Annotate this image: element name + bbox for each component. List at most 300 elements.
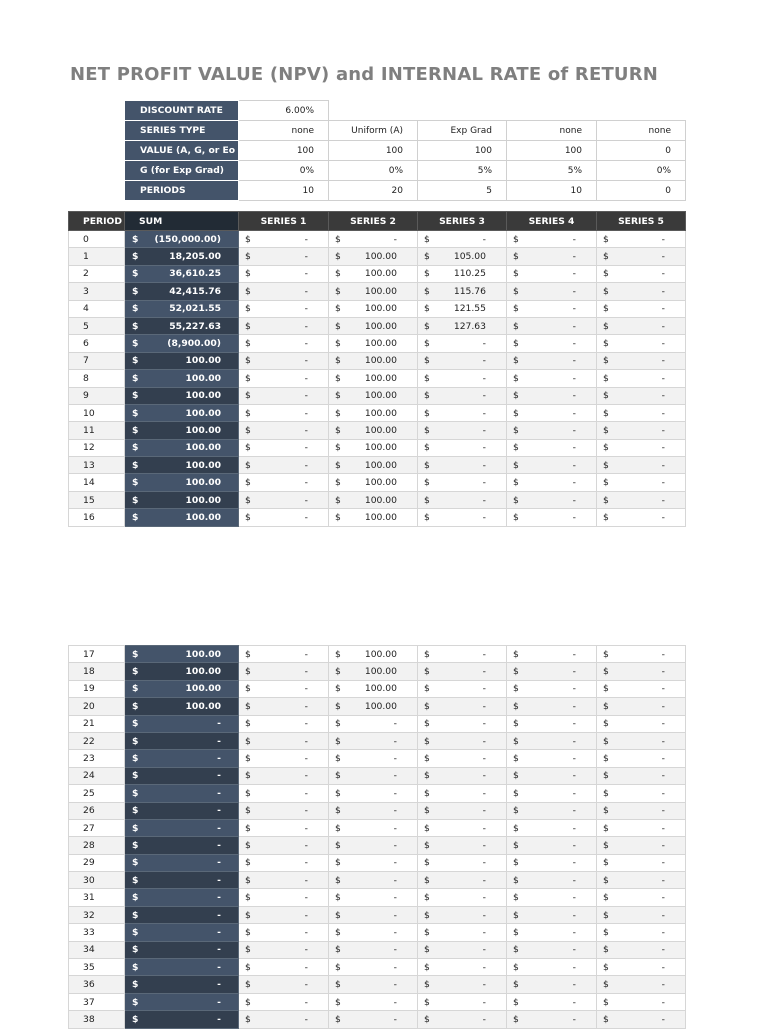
series-1-cell[interactable] [239, 819, 329, 836]
series-5-cell[interactable] [597, 1011, 686, 1028]
period-cell[interactable]: 1 [69, 248, 125, 265]
sum-cell[interactable] [125, 231, 239, 248]
parameter-value-cell[interactable]: 100 [329, 141, 418, 161]
series-1-cell[interactable] [239, 976, 329, 993]
series-5-cell[interactable] [597, 924, 686, 941]
series-5-cell[interactable] [597, 750, 686, 767]
series-5-cell[interactable] [597, 767, 686, 784]
series-3-cell[interactable] [418, 767, 507, 784]
series-3-cell[interactable] [418, 231, 507, 248]
sum-cell[interactable] [125, 993, 239, 1010]
series-4-cell[interactable] [507, 422, 597, 439]
parameter-value-cell[interactable]: Exp Grad [418, 121, 507, 141]
series-3-cell[interactable] [418, 993, 507, 1010]
series-5-cell[interactable] [597, 509, 686, 526]
series-1-cell[interactable] [239, 352, 329, 369]
series-3-cell[interactable] [418, 802, 507, 819]
sum-cell[interactable] [125, 698, 239, 715]
series-3-cell[interactable] [418, 750, 507, 767]
series-5-cell[interactable] [597, 872, 686, 889]
series-1-cell[interactable] [239, 509, 329, 526]
period-cell[interactable]: 6 [69, 335, 125, 352]
series-2-cell[interactable] [329, 854, 418, 871]
series-1-cell[interactable] [239, 317, 329, 334]
parameter-value-cell[interactable]: 5% [418, 161, 507, 181]
period-cell[interactable]: 36 [69, 976, 125, 993]
series-5-cell[interactable] [597, 646, 686, 663]
parameter-value-cell[interactable]: 20 [329, 181, 418, 201]
sum-cell[interactable] [125, 924, 239, 941]
series-1-cell[interactable] [239, 732, 329, 749]
period-cell[interactable]: 25 [69, 785, 125, 802]
parameter-value-cell[interactable]: 0% [239, 161, 329, 181]
period-cell[interactable]: 7 [69, 352, 125, 369]
series-1-cell[interactable] [239, 491, 329, 508]
period-cell[interactable]: 38 [69, 1011, 125, 1028]
parameter-value-cell[interactable]: 100 [507, 141, 597, 161]
series-5-cell[interactable] [597, 837, 686, 854]
parameter-value-cell[interactable]: 0% [597, 161, 686, 181]
series-2-cell[interactable] [329, 248, 418, 265]
parameter-value-cell[interactable]: Uniform (A) [329, 121, 418, 141]
series-5-cell[interactable] [597, 439, 686, 456]
series-2-cell[interactable] [329, 785, 418, 802]
series-2-cell[interactable] [329, 663, 418, 680]
series-1-cell[interactable] [239, 248, 329, 265]
series-2-cell[interactable] [329, 767, 418, 784]
series-3-cell[interactable] [418, 265, 507, 282]
series-3-cell[interactable] [418, 663, 507, 680]
series-3-cell[interactable] [418, 370, 507, 387]
series-5-cell[interactable] [597, 317, 686, 334]
series-2-cell[interactable] [329, 283, 418, 300]
series-2-cell[interactable] [329, 352, 418, 369]
sum-cell[interactable] [125, 732, 239, 749]
period-cell[interactable]: 24 [69, 767, 125, 784]
series-4-cell[interactable] [507, 837, 597, 854]
series-5-cell[interactable] [597, 457, 686, 474]
series-4-cell[interactable] [507, 872, 597, 889]
series-1-cell[interactable] [239, 404, 329, 421]
series-1-cell[interactable] [239, 767, 329, 784]
series-5-cell[interactable] [597, 889, 686, 906]
period-cell[interactable]: 27 [69, 819, 125, 836]
series-3-cell[interactable] [418, 646, 507, 663]
parameter-value-cell[interactable]: 5% [507, 161, 597, 181]
period-cell[interactable]: 0 [69, 231, 125, 248]
series-3-cell[interactable] [418, 941, 507, 958]
sum-cell[interactable] [125, 422, 239, 439]
series-4-cell[interactable] [507, 387, 597, 404]
series-5-cell[interactable] [597, 819, 686, 836]
series-4-cell[interactable] [507, 802, 597, 819]
series-1-cell[interactable] [239, 959, 329, 976]
sum-cell[interactable] [125, 819, 239, 836]
series-1-cell[interactable] [239, 457, 329, 474]
series-1-cell[interactable] [239, 439, 329, 456]
period-cell[interactable]: 30 [69, 872, 125, 889]
series-4-cell[interactable] [507, 941, 597, 958]
series-3-cell[interactable] [418, 680, 507, 697]
series-1-cell[interactable] [239, 387, 329, 404]
period-cell[interactable]: 23 [69, 750, 125, 767]
sum-cell[interactable] [125, 370, 239, 387]
series-1-cell[interactable] [239, 335, 329, 352]
series-5-cell[interactable] [597, 715, 686, 732]
series-1-cell[interactable] [239, 872, 329, 889]
period-cell[interactable]: 13 [69, 457, 125, 474]
sum-cell[interactable] [125, 509, 239, 526]
series-5-cell[interactable] [597, 941, 686, 958]
parameter-value-cell[interactable]: none [507, 121, 597, 141]
sum-cell[interactable] [125, 976, 239, 993]
series-1-cell[interactable] [239, 924, 329, 941]
sum-cell[interactable] [125, 317, 239, 334]
sum-cell[interactable] [125, 283, 239, 300]
sum-cell[interactable] [125, 491, 239, 508]
series-3-cell[interactable] [418, 889, 507, 906]
series-1-cell[interactable] [239, 265, 329, 282]
series-3-cell[interactable] [418, 248, 507, 265]
period-cell[interactable]: 37 [69, 993, 125, 1010]
series-2-cell[interactable] [329, 457, 418, 474]
sum-cell[interactable] [125, 750, 239, 767]
series-4-cell[interactable] [507, 646, 597, 663]
series-3-cell[interactable] [418, 509, 507, 526]
parameter-value-cell[interactable]: 10 [507, 181, 597, 201]
series-5-cell[interactable] [597, 959, 686, 976]
series-1-cell[interactable] [239, 231, 329, 248]
series-5-cell[interactable] [597, 785, 686, 802]
series-3-cell[interactable] [418, 976, 507, 993]
column-header-series-4[interactable]: SERIES 4 [507, 212, 597, 231]
series-2-cell[interactable] [329, 976, 418, 993]
series-4-cell[interactable] [507, 750, 597, 767]
series-2-cell[interactable] [329, 370, 418, 387]
parameter-value-cell[interactable]: 100 [239, 141, 329, 161]
sum-cell[interactable] [125, 715, 239, 732]
series-4-cell[interactable] [507, 732, 597, 749]
series-2-cell[interactable] [329, 335, 418, 352]
period-cell[interactable]: 20 [69, 698, 125, 715]
sum-cell[interactable] [125, 680, 239, 697]
series-1-cell[interactable] [239, 715, 329, 732]
series-5-cell[interactable] [597, 352, 686, 369]
parameter-value-cell[interactable]: 6.00% [239, 101, 329, 121]
series-2-cell[interactable] [329, 680, 418, 697]
period-cell[interactable]: 28 [69, 837, 125, 854]
sum-cell[interactable] [125, 889, 239, 906]
series-2-cell[interactable] [329, 698, 418, 715]
series-2-cell[interactable] [329, 750, 418, 767]
series-2-cell[interactable] [329, 732, 418, 749]
period-cell[interactable]: 21 [69, 715, 125, 732]
series-5-cell[interactable] [597, 265, 686, 282]
period-cell[interactable]: 2 [69, 265, 125, 282]
series-4-cell[interactable] [507, 767, 597, 784]
sum-cell[interactable] [125, 248, 239, 265]
column-header-series-3[interactable]: SERIES 3 [418, 212, 507, 231]
series-5-cell[interactable] [597, 993, 686, 1010]
period-cell[interactable]: 16 [69, 509, 125, 526]
sum-cell[interactable] [125, 959, 239, 976]
series-2-cell[interactable] [329, 924, 418, 941]
sum-cell[interactable] [125, 474, 239, 491]
sum-cell[interactable] [125, 265, 239, 282]
series-5-cell[interactable] [597, 854, 686, 871]
period-cell[interactable]: 15 [69, 491, 125, 508]
series-4-cell[interactable] [507, 491, 597, 508]
series-4-cell[interactable] [507, 457, 597, 474]
series-3-cell[interactable] [418, 872, 507, 889]
series-2-cell[interactable] [329, 491, 418, 508]
series-4-cell[interactable] [507, 819, 597, 836]
series-2-cell[interactable] [329, 1011, 418, 1028]
series-5-cell[interactable] [597, 248, 686, 265]
column-header-series-1[interactable]: SERIES 1 [239, 212, 329, 231]
sum-cell[interactable] [125, 802, 239, 819]
series-2-cell[interactable] [329, 265, 418, 282]
series-4-cell[interactable] [507, 370, 597, 387]
period-cell[interactable]: 22 [69, 732, 125, 749]
series-2-cell[interactable] [329, 872, 418, 889]
period-cell[interactable]: 17 [69, 646, 125, 663]
series-3-cell[interactable] [418, 1011, 507, 1028]
series-3-cell[interactable] [418, 837, 507, 854]
column-header-series-2[interactable]: SERIES 2 [329, 212, 418, 231]
series-2-cell[interactable] [329, 802, 418, 819]
period-cell[interactable]: 31 [69, 889, 125, 906]
series-4-cell[interactable] [507, 352, 597, 369]
series-4-cell[interactable] [507, 317, 597, 334]
series-5-cell[interactable] [597, 698, 686, 715]
sum-cell[interactable] [125, 300, 239, 317]
series-3-cell[interactable] [418, 317, 507, 334]
series-3-cell[interactable] [418, 300, 507, 317]
series-2-cell[interactable] [329, 819, 418, 836]
period-cell[interactable]: 12 [69, 439, 125, 456]
sum-cell[interactable] [125, 646, 239, 663]
parameter-value-cell[interactable]: none [239, 121, 329, 141]
series-5-cell[interactable] [597, 231, 686, 248]
series-5-cell[interactable] [597, 802, 686, 819]
series-5-cell[interactable] [597, 680, 686, 697]
column-header-sum[interactable]: SUM [125, 212, 239, 231]
series-5-cell[interactable] [597, 422, 686, 439]
series-4-cell[interactable] [507, 959, 597, 976]
parameter-value-cell[interactable]: 5 [418, 181, 507, 201]
series-4-cell[interactable] [507, 404, 597, 421]
period-cell[interactable]: 32 [69, 906, 125, 923]
series-3-cell[interactable] [418, 819, 507, 836]
period-cell[interactable]: 18 [69, 663, 125, 680]
sum-cell[interactable] [125, 785, 239, 802]
series-4-cell[interactable] [507, 300, 597, 317]
series-1-cell[interactable] [239, 785, 329, 802]
series-4-cell[interactable] [507, 889, 597, 906]
series-2-cell[interactable] [329, 715, 418, 732]
series-1-cell[interactable] [239, 300, 329, 317]
series-5-cell[interactable] [597, 370, 686, 387]
parameter-value-cell[interactable]: 100 [418, 141, 507, 161]
series-2-cell[interactable] [329, 889, 418, 906]
series-3-cell[interactable] [418, 283, 507, 300]
period-cell[interactable]: 10 [69, 404, 125, 421]
series-3-cell[interactable] [418, 439, 507, 456]
series-4-cell[interactable] [507, 976, 597, 993]
series-1-cell[interactable] [239, 1011, 329, 1028]
sum-cell[interactable] [125, 872, 239, 889]
series-3-cell[interactable] [418, 924, 507, 941]
series-4-cell[interactable] [507, 906, 597, 923]
period-cell[interactable]: 33 [69, 924, 125, 941]
series-1-cell[interactable] [239, 646, 329, 663]
series-3-cell[interactable] [418, 474, 507, 491]
series-2-cell[interactable] [329, 300, 418, 317]
series-3-cell[interactable] [418, 715, 507, 732]
sum-cell[interactable] [125, 663, 239, 680]
period-cell[interactable]: 5 [69, 317, 125, 334]
series-2-cell[interactable] [329, 646, 418, 663]
period-cell[interactable]: 11 [69, 422, 125, 439]
series-5-cell[interactable] [597, 906, 686, 923]
series-4-cell[interactable] [507, 335, 597, 352]
period-cell[interactable]: 14 [69, 474, 125, 491]
series-5-cell[interactable] [597, 663, 686, 680]
series-1-cell[interactable] [239, 474, 329, 491]
series-2-cell[interactable] [329, 837, 418, 854]
series-2-cell[interactable] [329, 993, 418, 1010]
period-cell[interactable]: 19 [69, 680, 125, 697]
sum-cell[interactable] [125, 941, 239, 958]
series-4-cell[interactable] [507, 439, 597, 456]
period-cell[interactable]: 35 [69, 959, 125, 976]
series-2-cell[interactable] [329, 317, 418, 334]
series-4-cell[interactable] [507, 231, 597, 248]
series-2-cell[interactable] [329, 404, 418, 421]
series-2-cell[interactable] [329, 439, 418, 456]
sum-cell[interactable] [125, 352, 239, 369]
series-3-cell[interactable] [418, 785, 507, 802]
series-5-cell[interactable] [597, 404, 686, 421]
series-1-cell[interactable] [239, 993, 329, 1010]
parameter-value-cell[interactable]: none [597, 121, 686, 141]
series-4-cell[interactable] [507, 924, 597, 941]
sum-cell[interactable] [125, 837, 239, 854]
series-1-cell[interactable] [239, 680, 329, 697]
series-3-cell[interactable] [418, 404, 507, 421]
period-cell[interactable]: 4 [69, 300, 125, 317]
sum-cell[interactable] [125, 335, 239, 352]
series-1-cell[interactable] [239, 889, 329, 906]
series-3-cell[interactable] [418, 732, 507, 749]
series-2-cell[interactable] [329, 474, 418, 491]
series-3-cell[interactable] [418, 422, 507, 439]
series-2-cell[interactable] [329, 906, 418, 923]
series-4-cell[interactable] [507, 265, 597, 282]
series-5-cell[interactable] [597, 283, 686, 300]
series-4-cell[interactable] [507, 1011, 597, 1028]
series-4-cell[interactable] [507, 854, 597, 871]
series-5-cell[interactable] [597, 732, 686, 749]
sum-cell[interactable] [125, 906, 239, 923]
column-header-series-5[interactable]: SERIES 5 [597, 212, 686, 231]
sum-cell[interactable] [125, 1011, 239, 1028]
series-2-cell[interactable] [329, 959, 418, 976]
series-3-cell[interactable] [418, 457, 507, 474]
series-4-cell[interactable] [507, 698, 597, 715]
period-cell[interactable]: 34 [69, 941, 125, 958]
series-1-cell[interactable] [239, 283, 329, 300]
sum-cell[interactable] [125, 767, 239, 784]
series-4-cell[interactable] [507, 993, 597, 1010]
series-3-cell[interactable] [418, 491, 507, 508]
series-1-cell[interactable] [239, 698, 329, 715]
series-1-cell[interactable] [239, 663, 329, 680]
series-1-cell[interactable] [239, 422, 329, 439]
series-4-cell[interactable] [507, 283, 597, 300]
period-cell[interactable]: 3 [69, 283, 125, 300]
period-cell[interactable]: 29 [69, 854, 125, 871]
series-2-cell[interactable] [329, 941, 418, 958]
series-1-cell[interactable] [239, 802, 329, 819]
parameter-value-cell[interactable]: 0 [597, 181, 686, 201]
series-3-cell[interactable] [418, 698, 507, 715]
sum-cell[interactable] [125, 387, 239, 404]
series-2-cell[interactable] [329, 231, 418, 248]
parameter-value-cell[interactable]: 10 [239, 181, 329, 201]
series-3-cell[interactable] [418, 906, 507, 923]
series-3-cell[interactable] [418, 387, 507, 404]
series-5-cell[interactable] [597, 300, 686, 317]
period-cell[interactable]: 26 [69, 802, 125, 819]
parameter-value-cell[interactable]: 0 [597, 141, 686, 161]
series-2-cell[interactable] [329, 387, 418, 404]
series-4-cell[interactable] [507, 785, 597, 802]
series-5-cell[interactable] [597, 335, 686, 352]
series-1-cell[interactable] [239, 750, 329, 767]
series-3-cell[interactable] [418, 959, 507, 976]
series-4-cell[interactable] [507, 248, 597, 265]
series-3-cell[interactable] [418, 352, 507, 369]
series-1-cell[interactable] [239, 837, 329, 854]
sum-cell[interactable] [125, 439, 239, 456]
series-3-cell[interactable] [418, 335, 507, 352]
sum-cell[interactable] [125, 854, 239, 871]
sum-cell[interactable] [125, 457, 239, 474]
series-2-cell[interactable] [329, 422, 418, 439]
series-4-cell[interactable] [507, 474, 597, 491]
series-4-cell[interactable] [507, 715, 597, 732]
series-5-cell[interactable] [597, 491, 686, 508]
series-5-cell[interactable] [597, 387, 686, 404]
period-cell[interactable]: 9 [69, 387, 125, 404]
series-4-cell[interactable] [507, 663, 597, 680]
period-cell[interactable]: 8 [69, 370, 125, 387]
series-3-cell[interactable] [418, 854, 507, 871]
series-1-cell[interactable] [239, 906, 329, 923]
column-header-period[interactable]: PERIOD [69, 212, 125, 231]
series-4-cell[interactable] [507, 680, 597, 697]
series-1-cell[interactable] [239, 941, 329, 958]
sum-cell[interactable] [125, 404, 239, 421]
series-4-cell[interactable] [507, 509, 597, 526]
series-2-cell[interactable] [329, 509, 418, 526]
parameter-value-cell[interactable]: 0% [329, 161, 418, 181]
series-5-cell[interactable] [597, 474, 686, 491]
series-5-cell[interactable] [597, 976, 686, 993]
series-1-cell[interactable] [239, 370, 329, 387]
